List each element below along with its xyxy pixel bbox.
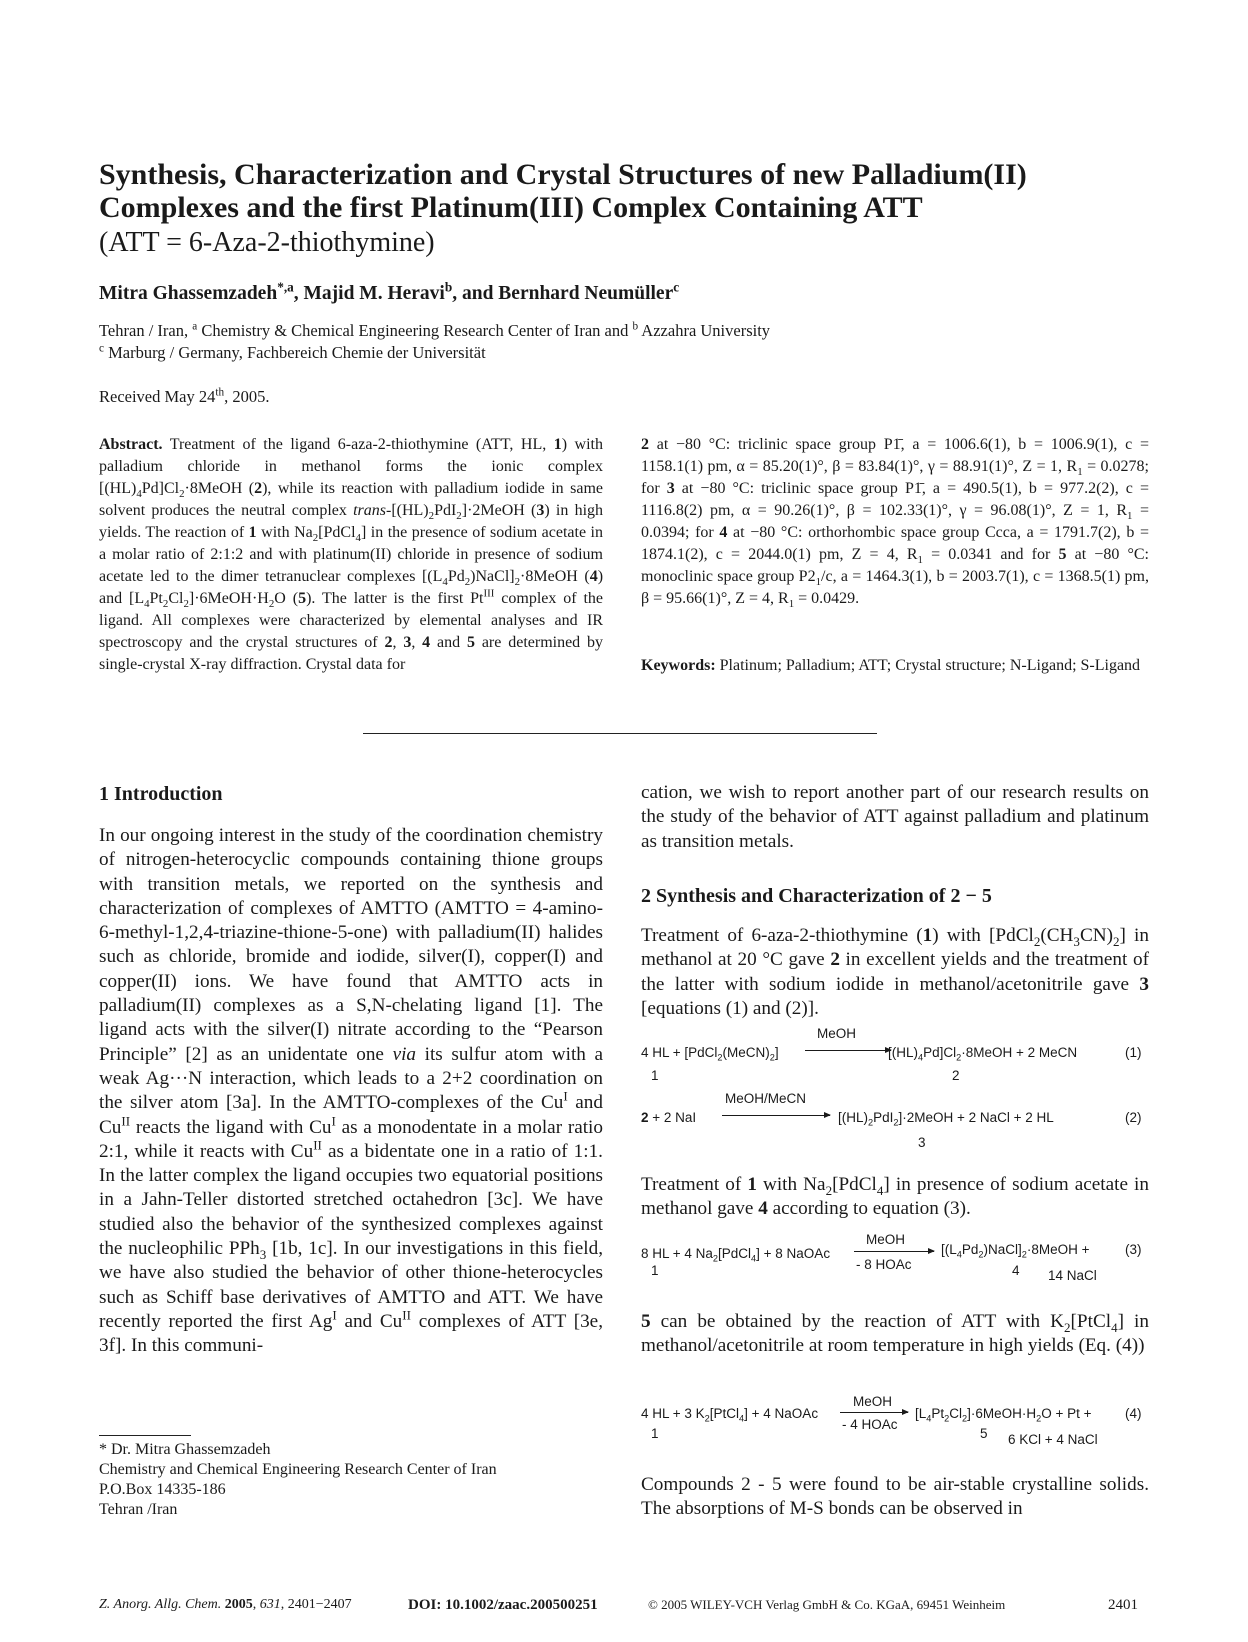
title-line-1: Synthesis, Characterization and Crystal Structures of new Palladium(II): [99, 158, 1027, 191]
eq3-number: (3): [1125, 1242, 1142, 1257]
synthesis-paragraph-2: Treatment of 1 with $Na_2[PdCl_4]$ in presence of sodium acetate in methanol gave 4 according to equation (3).: [641, 1174, 1149, 1220]
eq4-arrow-label-bottom: - 4 HOAc: [842, 1417, 898, 1432]
eq4-reactants: 4 HL + 3 $K_2[PtCl_4] + 4$ NaOAc: [641, 1406, 819, 1424]
eq1-arrow: [805, 1050, 891, 1051]
affiliation-line-1: Tehran / Iran, $^a$ Chemistry & Chemical Engineering Research Center of Iran and $^b$ Azzahra University: [99, 320, 771, 340]
eq3-arrow: [854, 1251, 934, 1252]
eq4-byproducts: 6 KCl + 4 NaCl: [1008, 1432, 1098, 1447]
synthesis-paragraph-1: Treatment of 6-aza-2-thiothymine (1) with $[PdCl_2(CH_3CN)_2]$ in methanol at 20 °C gave 2 in excellent yields and the treatment of the latter with sodium iodide in methanol/acetonitrile gave 3 [equations (1) and (2)].: [641, 925, 1149, 1019]
synthesis-heading: 2 Synthesis and Characterization of 2 − 5: [641, 885, 992, 907]
author-3-mark: c: [673, 279, 680, 295]
footnote-line-4: Tehran /Iran: [99, 1501, 178, 1518]
journal-citation: Z. Anorg. Allg. Chem. 2005, 631, 2401−2407: [99, 1597, 352, 1612]
eq4-products: $[L_4Pt_2Cl_2]\cdot 6MeOH\cdot H_2O + Pt$ +: [915, 1406, 1092, 1424]
author-2-mark: b: [444, 279, 453, 295]
copyright: © 2005 WILEY-VCH Verlag GmbH & Co. KGaA, 69451 Weinheim: [648, 1597, 1006, 1612]
eq2-products: $[(HL)_2PdI_2]\cdot 2MeOH + 2$ NaCl + 2 HL: [838, 1110, 1054, 1128]
title-line-2: Complexes and the first Platinum(III) Complex Containing ATT: [99, 191, 923, 224]
eq4-number: (4): [1125, 1406, 1142, 1421]
eq1-products: $[(HL)_4Pd]Cl_2\cdot 8MeOH + 2$ MeCN: [888, 1045, 1078, 1063]
footnote-line-1: * Dr. Mitra Ghassemzadeh: [99, 1441, 271, 1458]
author-2: , Majid M. Heravi: [293, 283, 445, 304]
eq1-label-1: 1: [651, 1068, 659, 1083]
page-number: 2401: [1108, 1597, 1138, 1613]
eq4-arrow: [840, 1412, 908, 1413]
eq2-reactants: 2 + 2 NaI: [641, 1110, 697, 1125]
eq3-arrow-label-top: MeOH: [866, 1232, 906, 1247]
keywords: [641, 655, 1149, 677]
footnote-line-2: Chemistry and Chemical Engineering Research Center of Iran: [99, 1461, 497, 1478]
eq4-label-1: 1: [651, 1426, 659, 1441]
eq1-label-2: 2: [952, 1068, 960, 1083]
intro-continuation: cation, we wish to report another part of our research results on the study of the behavior of ATT against palladium and platinum as transition metals.: [641, 782, 1149, 852]
author-1-marks: *,a: [277, 279, 294, 295]
synthesis-paragraph-3: 5 can be obtained by the reaction of ATT with $K_2[PtCl_4]$ in methanol/acetonitrile at room temperature in high yields (Eq. (4)): [641, 1311, 1149, 1357]
eq2-label: 3: [918, 1135, 926, 1150]
eq4-arrow-label-top: MeOH: [853, 1394, 893, 1409]
eq1-reactants: 4 HL + $[PdCl_2(MeCN)_2]$: [641, 1045, 779, 1063]
eq2-number: (2): [1125, 1110, 1142, 1125]
eq3-arrow-label-bottom: - 8 HOAc: [856, 1257, 912, 1272]
doi: DOI: 10.1002/zaac.200500251: [408, 1597, 598, 1613]
paper-subtitle: (ATT = 6-Aza-2-thiothymine): [99, 227, 435, 258]
eq2-arrow-label: MeOH/MeCN: [725, 1091, 807, 1106]
eq1-arrow-label: MeOH: [817, 1026, 857, 1041]
intro-heading: 1 Introduction: [99, 783, 223, 805]
abstract-left: Abstract. Treatment of the ligand 6-aza-2-thiothymine (ATT, HL, 1) with palladium chloride in methanol forms the ionic complex $[(HL)_4Pd]Cl_2\cdot 8MeOH$ (2), while its reaction with palladium iodide in same solvent produces the neutral complex trans-$[(HL)_2PdI_2]\cdot 2MeOH$ (3) in high yields. The reaction of 1 with $Na_2[PdCl_4]$ in the presence of sodium acetate in a molar ratio of 2:1:2 and with platinum(II) chloride in presence of sodium acetate led to the dimer tetranuclear complexes $[(L_4Pd_2)NaCl]_2\cdot 8MeOH$ (4) and $[L_4Pt_2Cl_2]\cdot 6MeOH\cdot H_2O$ (5). The latter is the first $Pt^{III}$ complex of the ligand. All complexes were characterized by elemental analyses and IR spectroscopy and the crystal structures of 2, 3, 4 and 5 are determined by single-crystal X-ray diffraction. Crystal data for: [99, 436, 604, 673]
received-date: Received May 24th, 2005.: [99, 386, 270, 406]
eq3-label-2: 4: [1012, 1263, 1020, 1278]
author-1: Mitra Ghassemzadeh: [99, 283, 278, 304]
eq3-byproduct: 14 NaCl: [1048, 1268, 1097, 1283]
keywords-label: Keywords:: [641, 657, 716, 674]
eq3-reactants: 8 HL + 4 $Na_2[PdCl_4] + 8$ NaOAc: [641, 1246, 831, 1264]
eq3-products: $[(L_4Pd_2)NaCl]_2\cdot 8MeOH$ +: [941, 1242, 1090, 1260]
author-3: , and Bernhard Neumüller: [452, 283, 674, 304]
affiliations: [99, 320, 770, 364]
keywords-text: Platinum; Palladium; ATT; Crystal structure; N-Ligand; S-Ligand: [715, 657, 1141, 674]
eq2-arrow: [722, 1115, 830, 1116]
abstract-label: Abstract.: [99, 436, 163, 453]
paper-title: [99, 158, 1159, 224]
intro-paragraph: In our ongoing interest in the study of the coordination chemistry of nitrogen-heterocyclic compounds containing thione groups with transition metals, we reported on the synthesis and characterization of complexes of AMTTO (AMTTO = 4-amino-6-methyl-1,2,4-triazine-thione-5-one) with palladium(II) halides such as chloride, bromide and iodide, silver(I), copper(I) and copper(II) ions. We have found that AMTTO acts in palladium(II) complexes as a S,N-chelating ligand [1]. The ligand acts with the silver(I) nitrate according to the “Pearson Principle” [2] as an unidentate one via its sulfur atom with a weak Ag···N interaction, which leads to a 2+2 coordination on the silver atom [3a]. In the AMTTO-complexes of the $Cu^I$ and $Cu^{II}$ reacts the ligand with $Cu^I$ as a monodentate in a molar ratio 2:1, while it reacts with $Cu^{II}$ as a bidentate one in a ratio of 1:1. In the latter complex the ligand occupies two equatorial positions in a Jahn-Teller distorted stretched octahedron [3c]. We have studied also the behavior of the synthesized complexes against the nucleophilic PPh$_3$ [1b, 1c]. In our investigations in this field, we have also studied the behavior of other thione-heterocycles such as Schiff base derivatives of AMTTO and ATT. We have recently reported the first $Ag^I$ and $Cu^{II}$ complexes of ATT [3e, 3f]. In this communi-: [99, 825, 603, 1357]
eq4-label-2: 5: [980, 1426, 988, 1441]
abstract-right: 2 at −80 °C: triclinic space group P1̄, a = 1006.6(1), b = 1006.9(1), c = 1158.1(1) pm, α = 85.20(1)°, β = 83.84(1)°, γ = 88.91(1)°, Z = 1, $R_1 = 0.0278$; for 3 at −80 °C: triclinic space group P1̄, a = 490.5(1), b = 977.2(2), c = 1116.8(2) pm, α = 90.26(1)°, β = 102.33(1)°, γ = 96.08(1)°, Z = 1, $R_1 = 0.0394$; for 4 at −80 °C: orthorhombic space group Ccca, a = 1791.7(2), b = 1874.1(2), c = 2044.0(1) pm, Z = 4, $R_1 = 0.0341$ and for 5 at −80 °C: monoclinic space group $P2_1/c$, a = 1464.3(1), b = 2003.7(1), c = 1368.5(1) pm, β = 95.66(1)°, Z = 4, $R_1 = 0.0429$.: [641, 436, 1150, 611]
author-list: [99, 279, 680, 305]
footnote-rule: [99, 1435, 191, 1436]
affiliation-line-2: $^c$ Marburg / Germany, Fachbereich Chemie der Universität: [99, 342, 486, 362]
eq1-number: (1): [1125, 1045, 1142, 1060]
footnote-line-3: P.O.Box 14335-186: [99, 1481, 226, 1498]
eq3-label-1: 1: [651, 1263, 659, 1278]
synthesis-paragraph-4: Compounds 2 - 5 were found to be air-stable crystalline solids. The absorptions of M-S bonds can be observed in: [641, 1474, 1149, 1520]
section-divider: [363, 733, 877, 734]
footnote: [99, 1440, 497, 1520]
